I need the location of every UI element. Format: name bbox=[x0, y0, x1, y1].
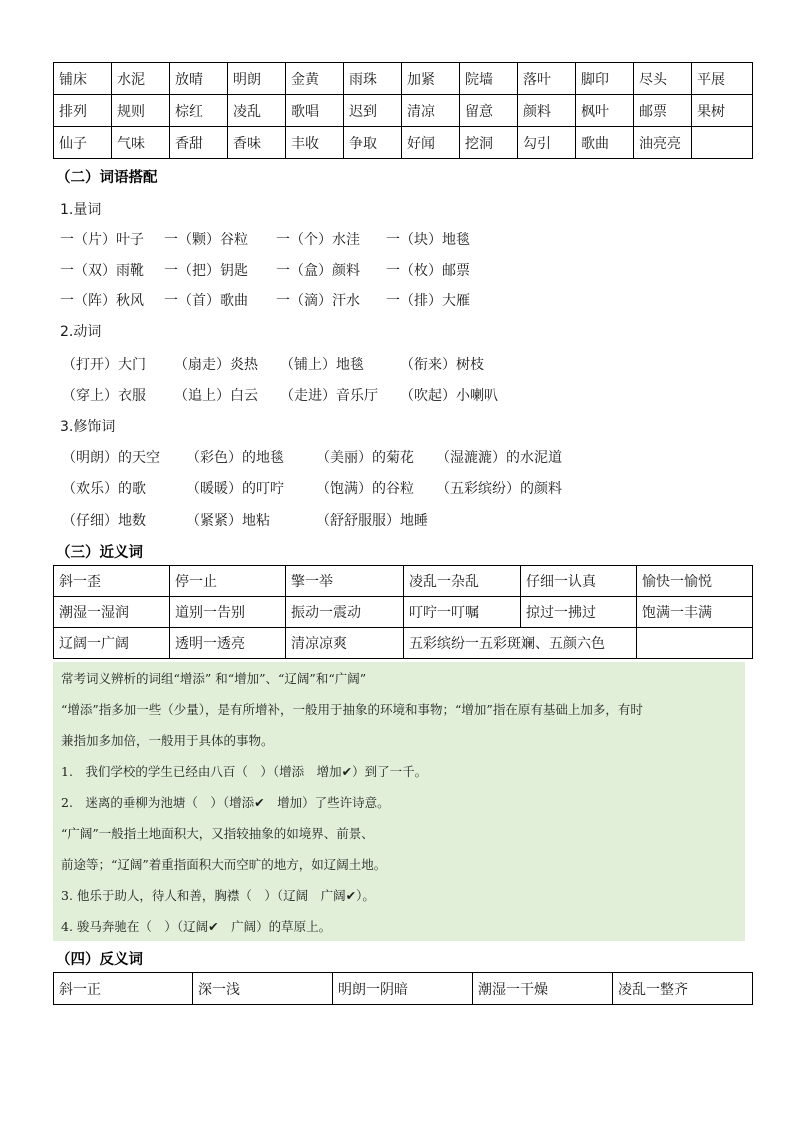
table-row bbox=[54, 566, 753, 597]
table-cell: 斜一歪 bbox=[54, 566, 170, 597]
table-cell: 道别一告别 bbox=[170, 597, 286, 628]
table-cell: 辽阔一广阔 bbox=[54, 628, 170, 659]
word-table bbox=[53, 62, 753, 159]
table-cell: 深一浅 bbox=[193, 973, 333, 1005]
measure-item: 一（枚）邮票 bbox=[386, 263, 470, 279]
note-line: 前途等；“辽阔”着重指面积大而空旷的地方，如辽阔土地。 bbox=[61, 857, 387, 872]
measure-item: 一（个）水洼 bbox=[276, 232, 360, 248]
table-cell: 清凉 bbox=[402, 95, 460, 127]
table-cell: 枫叶 bbox=[576, 95, 634, 127]
verb-row bbox=[60, 354, 750, 374]
modifier-item: （湿漉漉）的水泥道 bbox=[436, 450, 562, 466]
word-analysis-note bbox=[53, 662, 745, 941]
table-row bbox=[54, 973, 753, 1005]
table-cell: 清凉凉爽 bbox=[286, 628, 404, 659]
verb-item: （衔来）树枝 bbox=[400, 357, 484, 373]
table-cell: 院墙 bbox=[460, 63, 518, 95]
section-title-antonyms: （四）反义词 bbox=[56, 952, 143, 968]
table-cell: 油亮亮 bbox=[634, 127, 692, 159]
note-line: “增添”指多加一些（少量），是有所增补，一般用于抽象的环境和事物；“增加”指在原有基础上加多，有时 bbox=[61, 702, 643, 717]
modifier-row bbox=[60, 447, 750, 467]
table-cell: 停一止 bbox=[170, 566, 286, 597]
verb-item: （追上）白云 bbox=[174, 388, 258, 404]
measure-row bbox=[60, 229, 750, 249]
synonym-table bbox=[53, 565, 753, 659]
table-cell: 潮湿一湿润 bbox=[54, 597, 170, 628]
verb-item: （走进）音乐厅 bbox=[280, 388, 378, 404]
table-row bbox=[54, 628, 753, 659]
table-cell: 香味 bbox=[228, 127, 286, 159]
modifier-title: 3.修饰词 bbox=[60, 419, 116, 435]
table-cell: 迟到 bbox=[344, 95, 402, 127]
modifier-item: （紧紧）地粘 bbox=[186, 513, 270, 529]
modifier-row bbox=[60, 510, 750, 530]
table-cell: 平展 bbox=[692, 63, 753, 95]
measure-title: 1.量词 bbox=[60, 202, 102, 218]
table-cell: 脚印 bbox=[576, 63, 634, 95]
table-cell: 仔细一认真 bbox=[521, 566, 637, 597]
table-cell: 颜料 bbox=[518, 95, 576, 127]
table-cell: 棕红 bbox=[170, 95, 228, 127]
modifier-row bbox=[60, 478, 750, 498]
note-line: 4. 骏马奔驰在（ ）（辽阔✔ 广阔）的草原上。 bbox=[61, 919, 332, 934]
table-row bbox=[54, 95, 753, 127]
table-row bbox=[54, 63, 753, 95]
table-cell: 透明一透亮 bbox=[170, 628, 286, 659]
verb-item: （穿上）衣服 bbox=[62, 388, 146, 404]
table-cell: 香甜 bbox=[170, 127, 228, 159]
table-cell: 凌乱 bbox=[228, 95, 286, 127]
table-cell: 雨珠 bbox=[344, 63, 402, 95]
table-cell: 凌乱一整齐 bbox=[613, 973, 753, 1005]
verb-item: （铺上）地毯 bbox=[280, 357, 364, 373]
note-line: “广阔”一般指土地面积大，又指较抽象的如境界、前景、 bbox=[61, 826, 374, 841]
note-line: 常考词义辨析的词组“增添” 和“增加”、“辽阔”和“广阔” bbox=[61, 671, 367, 686]
table-cell: 愉快一愉悦 bbox=[637, 566, 753, 597]
verb-row bbox=[60, 385, 750, 405]
table-cell: 丰收 bbox=[286, 127, 344, 159]
table-cell: 气味 bbox=[112, 127, 170, 159]
table-cell: 凌乱一杂乱 bbox=[404, 566, 521, 597]
table-cell: 邮票 bbox=[634, 95, 692, 127]
measure-item: 一（片）叶子 bbox=[60, 232, 144, 248]
measure-row bbox=[60, 260, 750, 280]
section-title-collocation: （二）词语搭配 bbox=[56, 170, 158, 186]
note-line: 2. 迷离的垂柳为池塘（ ）（增添✔ 增加）了些许诗意。 bbox=[61, 795, 390, 810]
table-cell: 明朗一阴暗 bbox=[333, 973, 473, 1005]
verb-title: 2.动词 bbox=[60, 324, 102, 340]
table-cell: 叮咛一叮嘱 bbox=[404, 597, 521, 628]
table-cell: 挖洞 bbox=[460, 127, 518, 159]
table-cell: 果树 bbox=[692, 95, 753, 127]
table-cell: 规则 bbox=[112, 95, 170, 127]
section-title-synonyms: （三）近义词 bbox=[56, 545, 143, 561]
table-cell: 五彩缤纷一五彩斑斓、五颜六色 bbox=[404, 628, 637, 659]
table-cell: 金黄 bbox=[286, 63, 344, 95]
modifier-item: （欢乐）的歌 bbox=[62, 481, 146, 497]
table-cell bbox=[692, 127, 753, 159]
table-cell: 擎一举 bbox=[286, 566, 404, 597]
modifier-item: （饱满）的谷粒 bbox=[316, 481, 414, 497]
table-cell: 仙子 bbox=[54, 127, 112, 159]
modifier-item: （彩色）的地毯 bbox=[186, 450, 284, 466]
table-cell: 铺床 bbox=[54, 63, 112, 95]
modifier-item: （舒舒服服）地睡 bbox=[316, 513, 428, 529]
modifier-item: （美丽）的菊花 bbox=[316, 450, 414, 466]
table-cell: 明朗 bbox=[228, 63, 286, 95]
note-line: 3. 他乐于助人，待人和善，胸襟（ ）（辽阔 广阔✔）。 bbox=[61, 888, 375, 903]
table-cell: 勾引 bbox=[518, 127, 576, 159]
table-cell: 歌曲 bbox=[576, 127, 634, 159]
modifier-item: （暖暖）的叮咛 bbox=[186, 481, 284, 497]
verb-item: （扇走）炎热 bbox=[174, 357, 258, 373]
modifier-item: （仔细）地数 bbox=[62, 513, 146, 529]
measure-row bbox=[60, 290, 750, 310]
table-cell bbox=[637, 628, 753, 659]
table-cell: 加紧 bbox=[402, 63, 460, 95]
table-cell: 排列 bbox=[54, 95, 112, 127]
verb-item: （打开）大门 bbox=[62, 357, 146, 373]
measure-item: 一（滴）汗水 bbox=[276, 293, 360, 309]
antonym-table bbox=[53, 972, 753, 1005]
table-cell: 振动一震动 bbox=[286, 597, 404, 628]
measure-item: 一（双）雨靴 bbox=[60, 263, 144, 279]
measure-item: 一（阵）秋风 bbox=[60, 293, 144, 309]
note-line: 1. 我们学校的学生已经由八百（ ）（增添 增加✔）到了一千。 bbox=[61, 764, 428, 779]
table-cell: 歌唱 bbox=[286, 95, 344, 127]
table-cell: 争取 bbox=[344, 127, 402, 159]
measure-item: 一（块）地毯 bbox=[386, 232, 470, 248]
table-row bbox=[54, 127, 753, 159]
note-line: 兼指加多加倍，一般用于具体的事物。 bbox=[61, 733, 274, 748]
measure-item: 一（颗）谷粒 bbox=[164, 232, 248, 248]
table-cell: 尽头 bbox=[634, 63, 692, 95]
table-cell: 水泥 bbox=[112, 63, 170, 95]
table-row bbox=[54, 597, 753, 628]
table-cell: 好闻 bbox=[402, 127, 460, 159]
table-cell: 饱满一丰满 bbox=[637, 597, 753, 628]
table-cell: 潮湿一干燥 bbox=[473, 973, 613, 1005]
measure-item: 一（盒）颜料 bbox=[276, 263, 360, 279]
measure-item: 一（把）钥匙 bbox=[164, 263, 248, 279]
modifier-item: （明朗）的天空 bbox=[62, 450, 160, 466]
measure-item: 一（排）大雁 bbox=[386, 293, 470, 309]
table-cell: 落叶 bbox=[518, 63, 576, 95]
measure-item: 一（首）歌曲 bbox=[164, 293, 248, 309]
table-cell: 斜一正 bbox=[54, 973, 193, 1005]
table-cell: 掠过一拂过 bbox=[521, 597, 637, 628]
table-cell: 放晴 bbox=[170, 63, 228, 95]
modifier-item: （五彩缤纷）的颜料 bbox=[436, 481, 562, 497]
table-cell: 留意 bbox=[460, 95, 518, 127]
verb-item: （吹起）小喇叭 bbox=[400, 388, 498, 404]
